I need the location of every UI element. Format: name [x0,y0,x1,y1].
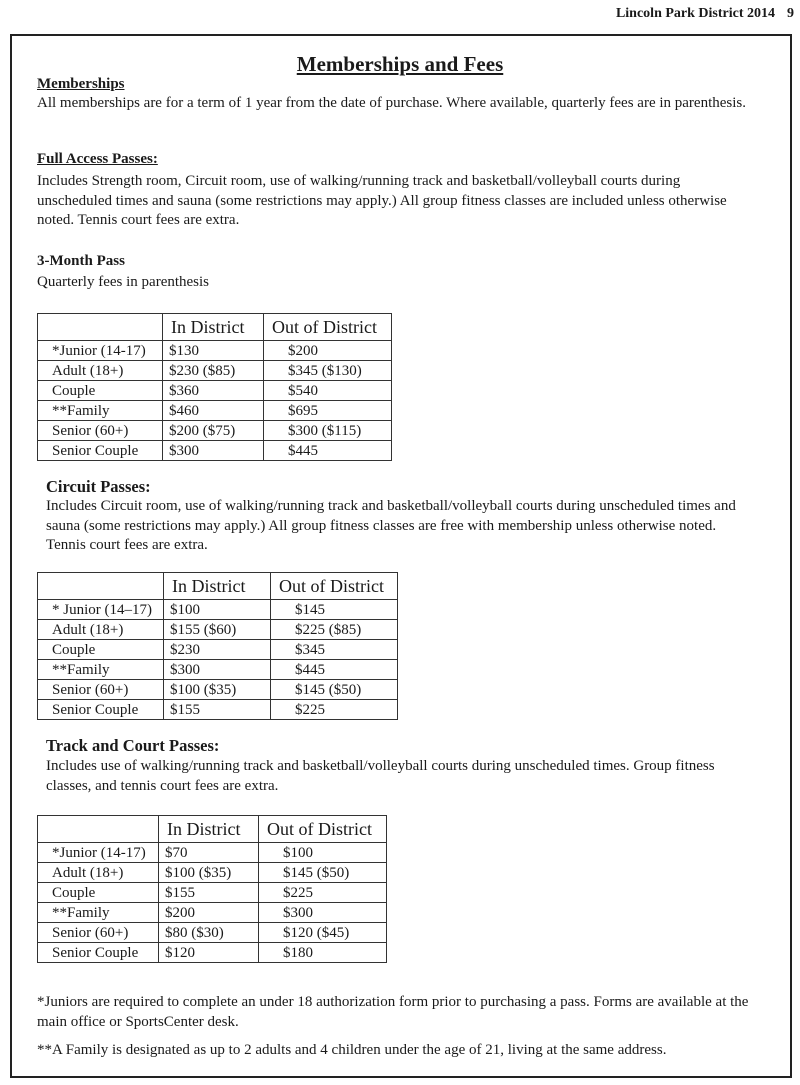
track-fee-table [37,815,387,963]
column-header [38,816,159,843]
table-header-row [38,314,392,341]
column-header: In District [164,573,271,600]
table-cell: Couple [38,883,159,903]
three-month-heading: 3-Month Pass [37,253,125,269]
publication-name: Lincoln Park District 2014 [615,6,775,21]
table-cell: $100 [164,600,271,620]
table-cell: **Family [38,660,164,680]
table-cell: $200 ($75) [163,421,264,441]
circuit-text: Includes Circuit room, use of walking/running track and basketball/volleyball courts during unscheduled times and sauna (some restrictions may apply.) All group fitness classes are free with membership unless otherwise noted. Tennis court fees are extra. [46,498,736,553]
table-cell: *Junior (14-17) [38,341,163,361]
page-title: Memberships and Fees [296,52,504,76]
table-cell: $300 [164,660,271,680]
table-cell: $230 [164,640,271,660]
three-month-fee-table [37,313,392,461]
column-header: In District [159,816,259,843]
table-row [38,923,387,943]
table-cell: * Junior (14–17) [38,600,164,620]
column-header [38,314,163,341]
memberships-heading: Memberships [37,76,125,92]
table-cell: $145 ($50) [271,680,398,700]
table-cell: $345 [271,640,398,660]
table-row [38,620,398,640]
table-cell: $300 [259,903,387,923]
table-header-row [38,816,387,843]
track-heading: Track and Court Passes: [46,736,220,755]
track-text: Includes use of walking/running track and basketball/volleyball courts during unscheduled times. Group fitness classes, and tennis court fees are extra. [46,758,715,794]
circuit-heading: Circuit Passes: [46,477,151,496]
table-cell: Adult (18+) [38,620,164,640]
table-cell: $145 ($50) [259,863,387,883]
table-row [38,341,392,361]
table-row [38,700,398,720]
column-header [38,573,164,600]
table-cell: Adult (18+) [38,863,159,883]
table-row [38,943,387,963]
table-cell: $145 [271,600,398,620]
table-cell: $155 [159,883,259,903]
table-cell: Couple [38,640,164,660]
table-row [38,640,398,660]
table-cell: $225 [271,700,398,720]
column-header: Out of District [271,573,398,600]
table-cell: $445 [264,441,392,461]
table-row [38,660,398,680]
table-cell: $300 [163,441,264,461]
table-cell: $100 [259,843,387,863]
column-header: In District [163,314,264,341]
page-header [604,6,794,22]
footnote-juniors: *Juniors are required to complete an under 18 authorization form prior to purchasing a pass. Forms are available at the main office or SportsCenter desk. [37,994,749,1030]
table-cell: $360 [163,381,264,401]
table-row [38,863,387,883]
table-cell: Senior Couple [38,943,159,963]
table-cell: $120 [159,943,259,963]
table-cell: $120 ($45) [259,923,387,943]
table-cell: $100 ($35) [159,863,259,883]
table-cell: Couple [38,381,163,401]
table-cell: $225 ($85) [271,620,398,640]
page-number: 9 [787,6,794,21]
table-cell: $230 ($85) [163,361,264,381]
circuit-fee-table [37,572,398,720]
table-cell: $155 ($60) [164,620,271,640]
table-cell: $80 ($30) [159,923,259,943]
table-row [38,361,392,381]
table-cell: $155 [164,700,271,720]
full-access-heading: Full Access Passes: [37,151,158,167]
table-cell: $130 [163,341,264,361]
table-cell: $540 [264,381,392,401]
three-month-text: Quarterly fees in parenthesis [37,274,210,290]
table-cell: Senior Couple [38,441,163,461]
table-row [38,680,398,700]
memberships-text: All memberships are for a term of 1 year from the date of purchase. Where available, quarterly fees are in parenthesis. [37,95,746,111]
table-cell: $180 [259,943,387,963]
table-cell: $200 [264,341,392,361]
table-cell: $445 [271,660,398,680]
table-cell: $460 [163,401,264,421]
table-cell: Senior (60+) [38,680,164,700]
table-header-row [38,573,398,600]
table-row [38,401,392,421]
column-header: Out of District [259,816,387,843]
table-cell: $200 [159,903,259,923]
table-row [38,600,398,620]
full-access-text: Includes Strength room, Circuit room, use of walking/running track and basketball/volleyball courts during unscheduled times and sauna (some restrictions may apply.) All group fitness classes are included unless otherwise noted. Tennis court fees are extra. [37,173,727,228]
table-cell: $695 [264,401,392,421]
table-cell: $100 ($35) [164,680,271,700]
table-cell: $225 [259,883,387,903]
table-row [38,843,387,863]
table-cell: Senior Couple [38,700,164,720]
table-cell: **Family [38,903,159,923]
table-row [38,381,392,401]
table-cell: *Junior (14-17) [38,843,159,863]
table-row [38,421,392,441]
table-row [38,441,392,461]
table-row [38,903,387,923]
table-cell: Adult (18+) [38,361,163,381]
table-row [38,883,387,903]
column-header: Out of District [264,314,392,341]
table-cell: Senior (60+) [38,421,163,441]
table-cell: Senior (60+) [38,923,159,943]
footnote-family: **A Family is designated as up to 2 adults and 4 children under the age of 21, living at the same address. [37,1042,667,1058]
table-cell: **Family [38,401,163,421]
table-cell: $70 [159,843,259,863]
table-cell: $345 ($130) [264,361,392,381]
table-cell: $300 ($115) [264,421,392,441]
